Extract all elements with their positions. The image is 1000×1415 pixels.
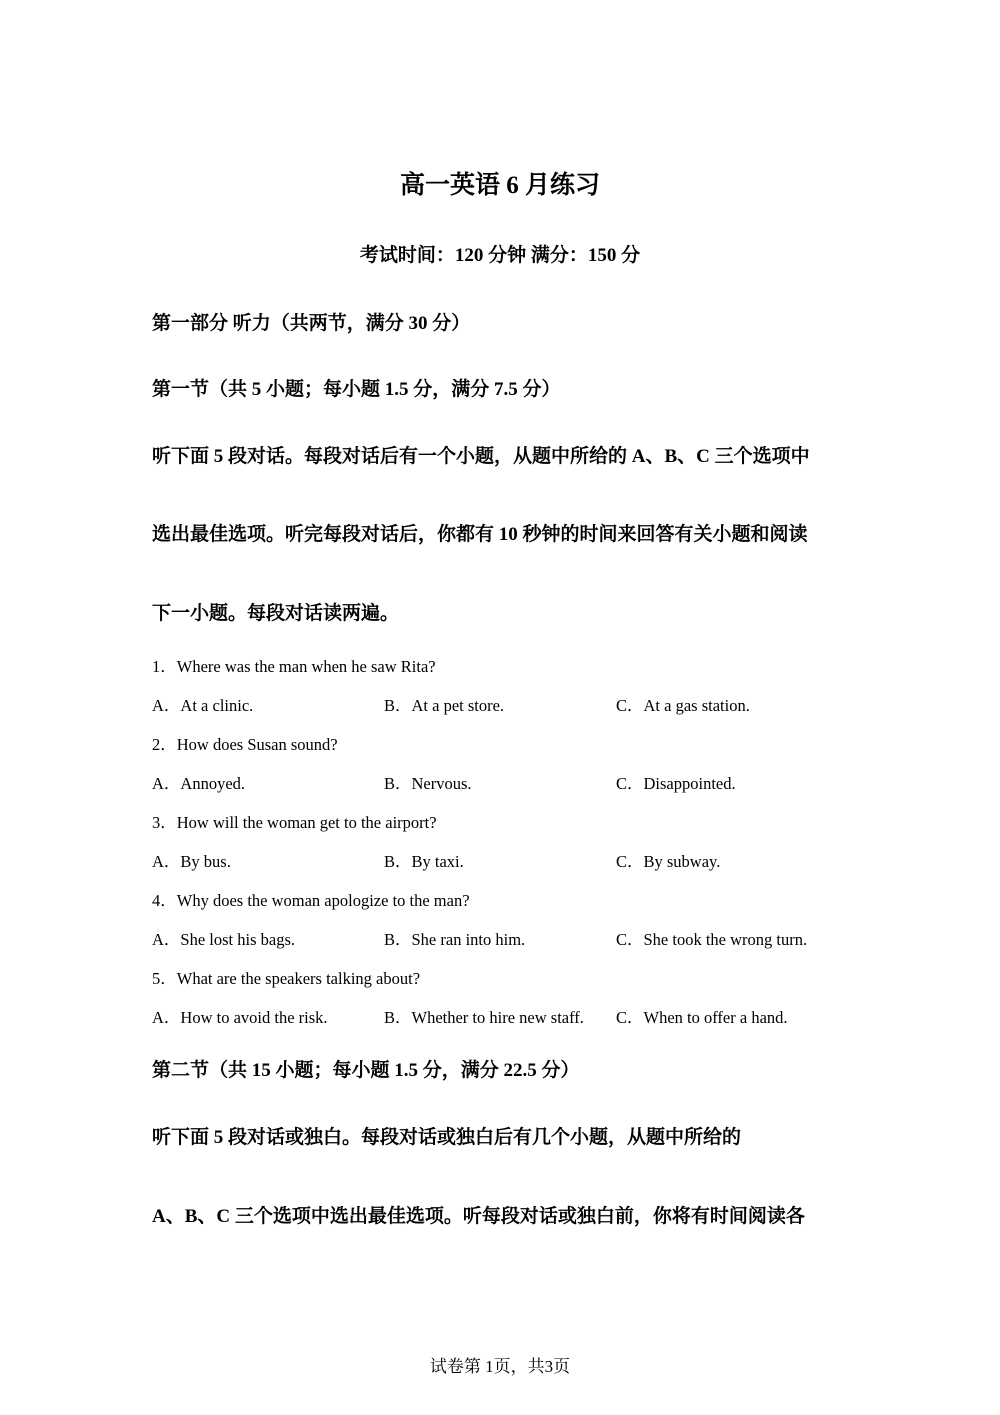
question-stem: 5．What are the speakers talking about?	[152, 969, 421, 988]
option-c: C．By subway.	[616, 852, 721, 871]
exam-info: 考试时间：120 分钟 满分：150 分	[359, 245, 641, 266]
section2-instruction-line: 听下面 5 段对话或独白。每段对话或独白后有几个小题，从题中所给的	[152, 1127, 742, 1148]
option-a: A．Annoyed.	[152, 774, 246, 793]
option-a: A．How to avoid the risk.	[152, 1008, 328, 1027]
section1-heading: 第一节（共 5 小题；每小题 1.5 分，满分 7.5 分）	[152, 379, 561, 400]
question-stem: 3．How will the woman get to the airport?	[152, 813, 437, 832]
option-b: B．Nervous.	[384, 774, 472, 793]
option-c: C．She took the wrong turn.	[616, 930, 808, 949]
option-a: A．At a clinic.	[152, 696, 254, 715]
option-b: B．Whether to hire new staff.	[384, 1008, 584, 1027]
option-c: C．Disappointed.	[616, 774, 736, 793]
section1-instruction-line: 选出最佳选项。听完每段对话后，你都有 10 秒钟的时间来回答有关小题和阅读	[152, 524, 808, 545]
option-a: A．She lost his bags.	[152, 930, 296, 949]
section2-instruction-line: A、B、C 三个选项中选出最佳选项。听每段对话或独白前，你将有时间阅读各	[152, 1206, 805, 1227]
option-b: B．At a pet store.	[384, 696, 505, 715]
option-b: B．She ran into him.	[384, 930, 526, 949]
question-stem: 2．How does Susan sound?	[152, 735, 338, 754]
part1-heading: 第一部分 听力（共两节，满分 30 分）	[152, 313, 471, 334]
section1-instruction-line: 下一小题。每段对话读两遍。	[152, 603, 400, 624]
question-stem: 1．Where was the man when he saw Rita?	[152, 657, 436, 676]
page-title: 高一英语 6 月练习	[399, 172, 600, 199]
page-footer: 试卷第 1页，共3页	[429, 1357, 571, 1376]
option-c: C．When to offer a hand.	[616, 1008, 788, 1027]
option-a: A．By bus.	[152, 852, 231, 871]
question-stem: 4．Why does the woman apologize to the man?	[152, 891, 470, 910]
option-c: C．At a gas station.	[616, 696, 750, 715]
section1-instruction-line: 听下面 5 段对话。每段对话后有一个小题，从题中所给的 A、B、C 三个选项中	[152, 446, 810, 467]
section2-heading: 第二节（共 15 小题；每小题 1.5 分，满分 22.5 分）	[152, 1060, 580, 1081]
option-b: B．By taxi.	[384, 852, 464, 871]
